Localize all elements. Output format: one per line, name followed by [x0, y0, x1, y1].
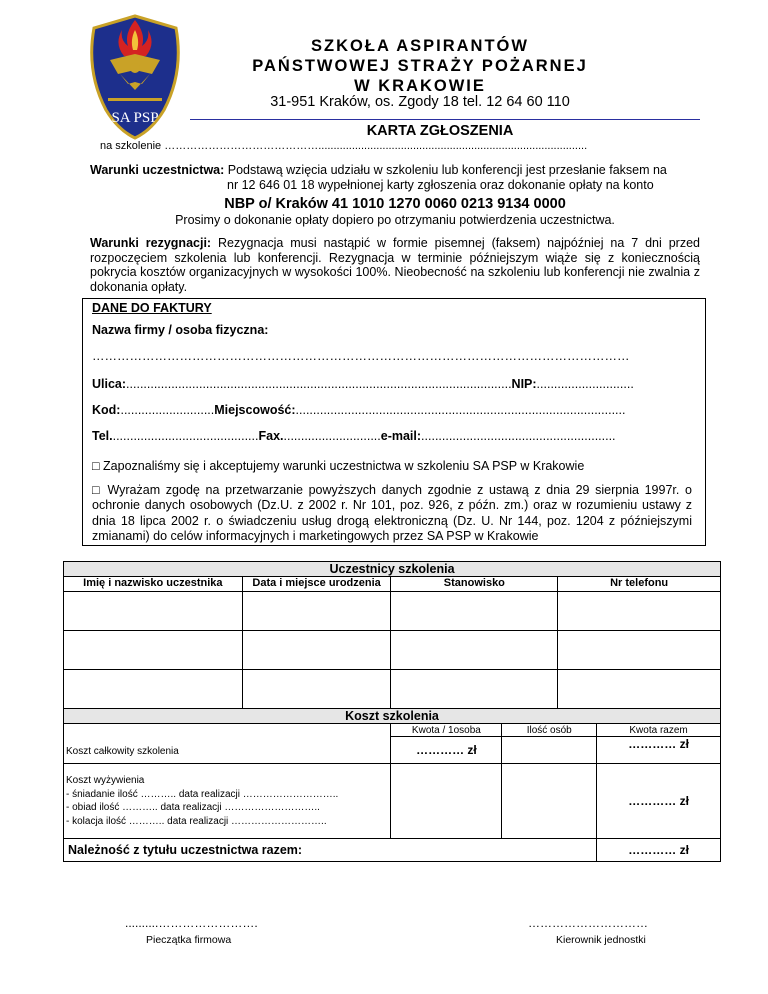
- conditions-text-2: nr 12 646 01 18 wypełnionej karty zgłoszenia oraz dokonanie opłaty na konto: [227, 178, 654, 192]
- invoice-data-box: [82, 298, 706, 546]
- nip-field[interactable]: ............................: [536, 377, 634, 391]
- training-price-field[interactable]: ………… zł: [391, 737, 502, 764]
- consent-terms-row: [92, 459, 692, 473]
- col-name: Imię i nazwisko uczestnika: [64, 577, 243, 592]
- participant-3-name[interactable]: [64, 670, 243, 709]
- col-total-amount: Kwota razem: [597, 724, 721, 737]
- participants-title: Uczestnicy szkolenia: [64, 562, 721, 577]
- manager-signature-line[interactable]: …………………………: [528, 916, 648, 930]
- company-label: Nazwa firmy / osoba fizyczna:: [92, 323, 269, 337]
- participant-2-phone[interactable]: [558, 631, 721, 670]
- dinner-row[interactable]: - obiad ilość ……….. data realizacji ………………………..: [66, 802, 320, 813]
- city-label: Miejscowość:: [214, 403, 296, 417]
- bank-account: NBP o/ Kraków 41 1010 1270 0060 0213 9134 0000: [224, 196, 566, 212]
- street-row: [92, 377, 692, 391]
- fax-field[interactable]: ............................: [283, 429, 381, 443]
- participant-2-position[interactable]: [391, 631, 558, 670]
- zip-label: Kod:: [92, 403, 121, 417]
- col-position: Stanowisko: [391, 577, 558, 592]
- invoice-title: DANE DO FAKTURY: [92, 301, 212, 315]
- participant-2-birth[interactable]: [242, 631, 391, 670]
- training-count-field[interactable]: [502, 737, 597, 764]
- training-name-field[interactable]: na szkolenie ……………………………………........................................................................................: [100, 140, 588, 152]
- street-field[interactable]: ...............................................................................................................: [126, 377, 512, 391]
- company-stamp-line[interactable]: ..........…………………….: [125, 916, 258, 930]
- zip-field[interactable]: ...........................: [120, 403, 215, 417]
- resignation-label: Warunki rezygnacji:: [90, 236, 212, 250]
- payment-note: Prosimy o dokonanie opłaty dopiero po otrzymaniu potwierdzenia uczestnictwa.: [175, 213, 615, 227]
- tel-field[interactable]: ..........................................: [112, 429, 259, 443]
- participation-conditions: [90, 163, 700, 193]
- contact-row: [92, 429, 692, 443]
- school-address: 31-951 Kraków, os. Zgody 18 tel. 12 64 60 110: [270, 94, 570, 110]
- consent-terms-checkbox[interactable]: □: [92, 459, 100, 473]
- participants-table: [63, 561, 721, 862]
- participant-3-birth[interactable]: [242, 670, 391, 709]
- meals-total-field[interactable]: ………… zł: [597, 764, 721, 839]
- school-name-line-1: SZKOŁA ASPIRANTÓW: [311, 37, 529, 55]
- training-total-field[interactable]: ………… zł: [597, 737, 721, 764]
- participant-3-position[interactable]: [391, 670, 558, 709]
- consent-data-row: [92, 483, 692, 544]
- school-emblem-icon: [80, 12, 190, 140]
- grand-total-field[interactable]: ………… zł: [597, 839, 721, 862]
- participant-3-phone[interactable]: [558, 670, 721, 709]
- email-label: e-mail:: [380, 429, 422, 443]
- fax-label: Fax.: [258, 429, 284, 443]
- company-field[interactable]: …………………………………………………………………………………………………………………: [92, 349, 630, 363]
- participant-2-name[interactable]: [64, 631, 243, 670]
- col-phone: Nr telefonu: [558, 577, 721, 592]
- city-field[interactable]: ...............................................................................................: [295, 403, 626, 417]
- breakfast-row[interactable]: - śniadanie ilość ……….. data realizacji ………………………..: [66, 788, 339, 800]
- consent-data-checkbox[interactable]: □: [92, 483, 102, 497]
- meals-count-field[interactable]: [502, 764, 597, 839]
- conditions-label: Warunki uczestnictwa:: [90, 163, 225, 177]
- participant-1-birth[interactable]: [242, 592, 391, 631]
- street-label: Ulica:: [92, 377, 127, 391]
- participant-1-name[interactable]: [64, 592, 243, 631]
- meals-cost-cell: [64, 764, 391, 839]
- consent-terms-text: Zapoznaliśmy się i akceptujemy warunki uczestnictwa w szkoleniu SA PSP w Krakowie: [103, 459, 585, 473]
- resignation-text: Rezygnacja musi nastąpić w formie pisemnej (faksem) najpóźniej na 7 dni przed rozpoczęciem szkolenia lub konferencji. Rezygnacja w terminie późniejszym wiąże się z koniecznością pokrycia kosztów organizacyjnych w wysokości 100%. Nieobecność na szkoleniu lub konferencji nie zwalnia z dokonania opłaty.: [90, 236, 700, 295]
- school-logo: [80, 12, 190, 140]
- company-stamp-label: Pieczątka firmowa: [146, 934, 232, 946]
- col-price-per-person: Kwota / 1osoba: [391, 724, 502, 737]
- conditions-text-1: Podstawą wzięcia udziału w szkoleniu lub konferencji jest przesłanie faksem na: [224, 163, 667, 177]
- nip-label: NIP:: [511, 377, 537, 391]
- school-name-line-3: W KRAKOWIE: [354, 77, 486, 95]
- email-field[interactable]: ........................................................: [421, 429, 616, 443]
- meals-label: Koszt wyżywienia: [66, 775, 145, 786]
- manager-signature-label: Kierownik jednostki: [556, 934, 646, 946]
- supper-row[interactable]: - kolacja ilość ……….. data realizacji ………………………..: [66, 815, 327, 827]
- col-person-count: Ilość osób: [502, 724, 597, 737]
- col-birth: Data i miejsce urodzenia: [242, 577, 391, 592]
- costs-title: Koszt szkolenia: [64, 709, 721, 724]
- city-row: [92, 403, 692, 417]
- logo-text: SA PSP: [111, 110, 159, 126]
- school-name: [230, 36, 610, 96]
- form-title: KARTA ZGŁOSZENIA: [366, 123, 514, 139]
- participant-1-position[interactable]: [391, 592, 558, 631]
- training-cost-label: Koszt całkowity szkolenia: [64, 724, 391, 764]
- consent-data-text: Wyrażam zgodę na przetwarzanie powyższych danych zgodnie z ustawą z dnia 29 sierpnia 1997r. o ochronie danych osobowych (Dz.U. z 2002 r. Nr 101, poz. 926, z późn. zm.) oraz w rozumieniu ustawy z dnia 18 lipca 2002 r. o świadczeniu usług drogą elektroniczną (Dz. U. Nr 144, poz. 1204 z późniejszymi zmianami) do celów informacyjnych i marketingowych przez SA PSP w Krakowie: [92, 483, 692, 543]
- tel-label: Tel.: [92, 429, 113, 443]
- grand-total-label: Należność z tytułu uczestnictwa razem:: [64, 839, 597, 862]
- participant-1-phone[interactable]: [558, 592, 721, 631]
- resignation-conditions: [90, 236, 700, 295]
- meals-price-field[interactable]: [391, 764, 502, 839]
- header-divider: [190, 119, 700, 120]
- school-name-line-2: PAŃSTWOWEJ STRAŻY POŻARNEJ: [252, 57, 588, 75]
